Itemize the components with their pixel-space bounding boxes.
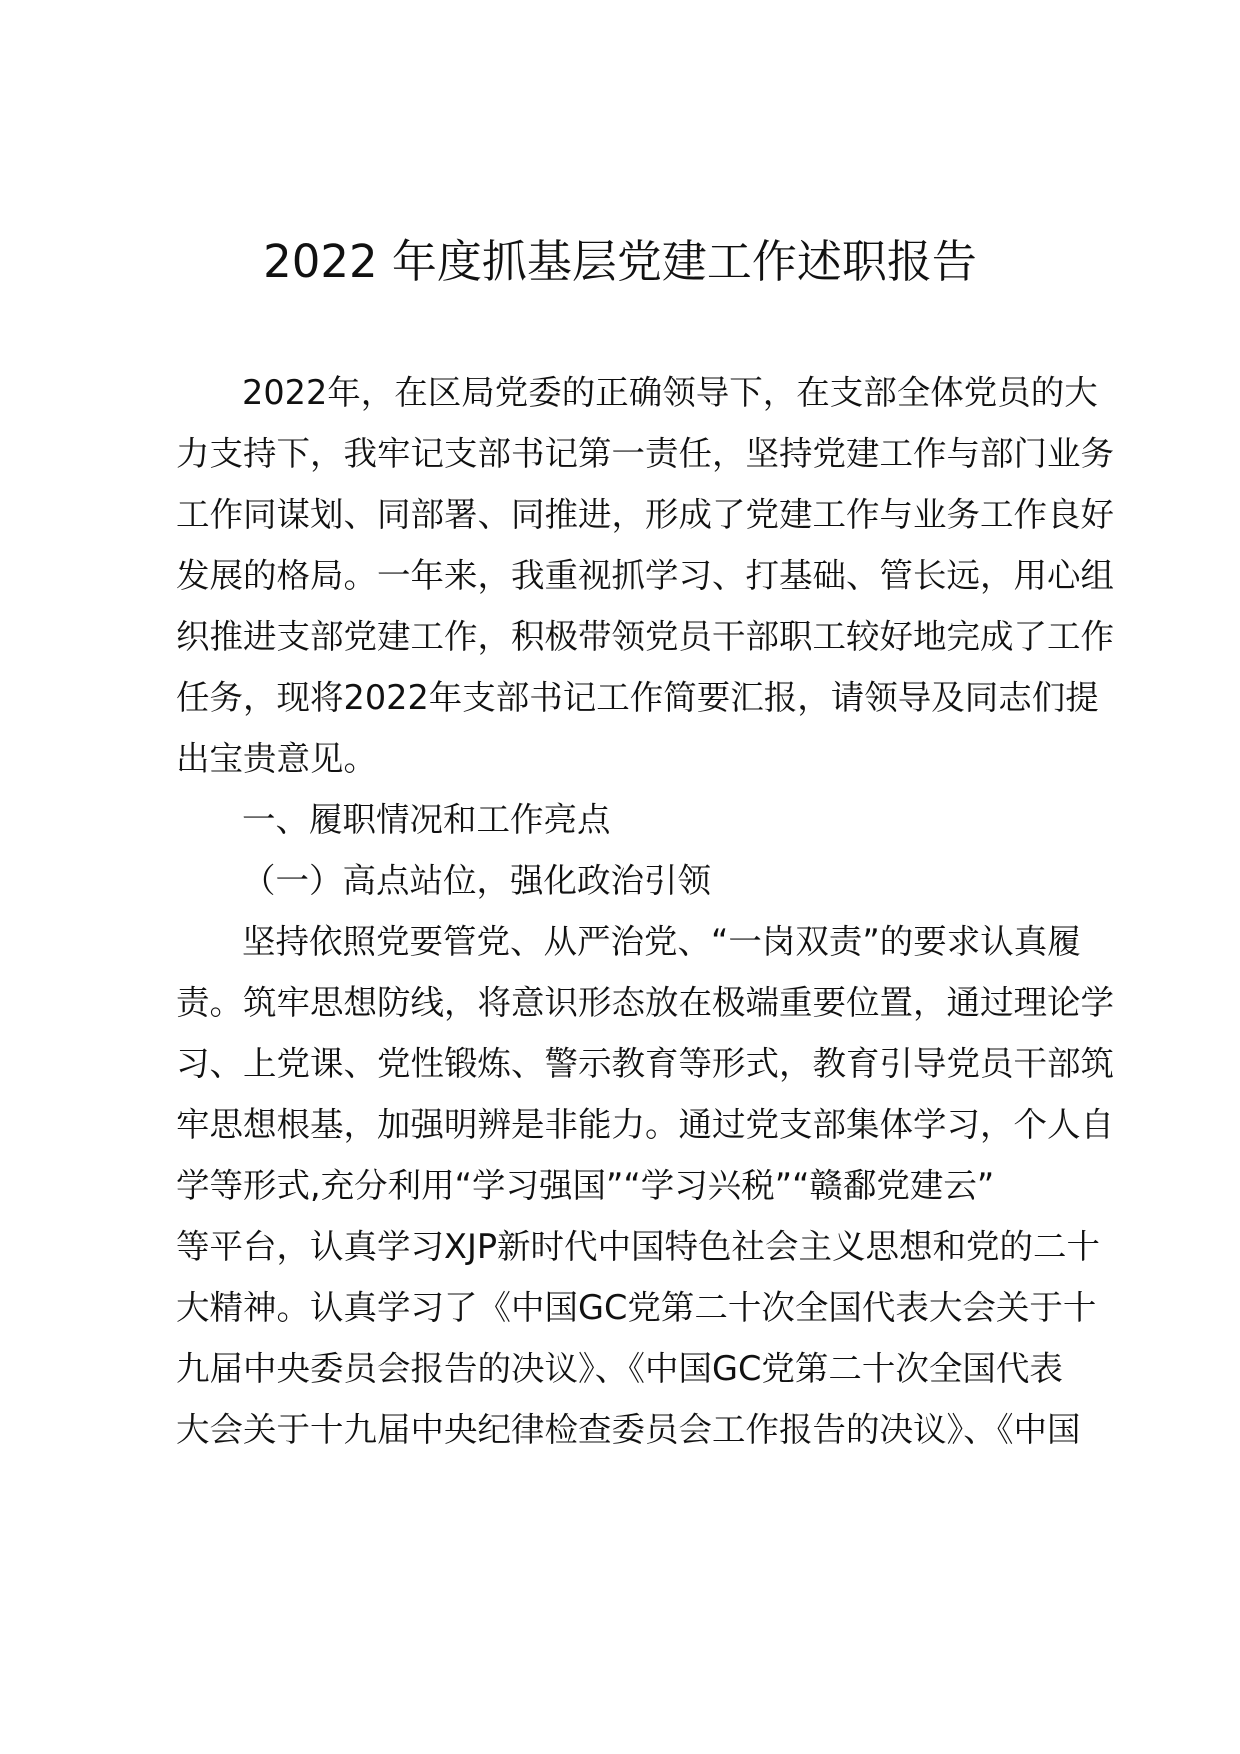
paragraph-line: 大会关于十九届中央纪律检查委员会工作报告的决议》、《中国 (176, 1410, 1081, 1449)
paragraph-line: 出宝贵意见。 (176, 739, 377, 778)
paragraph-line: 任务，现将2022年支部书记工作简要汇报，请领导及同志们提 (176, 678, 1099, 717)
paragraph-line: 力支持下，我牢记支部书记第一责任，坚持党建工作与部门业务 (176, 434, 1114, 473)
paragraph-line: 大精神。认真学习了《中国GC党第二十次全国代表大会关于十 (176, 1288, 1097, 1327)
paragraph-line: 工作同谋划、同部署、同推进，形成了党建工作与业务工作良好 (176, 495, 1114, 534)
paragraph-intro (176, 362, 1114, 789)
paragraph-line: 责。筑牢思想防线，将意识形态放在极端重要位置，通过理论学 (176, 983, 1114, 1022)
section-heading: 一、履职情况和工作亮点 (242, 800, 611, 839)
paragraph-line: 习、上党课、党性锻炼、警示教育等形式，教育引导党员干部筑 (176, 1044, 1114, 1083)
paragraph-line: 学等形式,充分利用“学习强国”“学习兴税”“赣鄱党建云” (176, 1166, 995, 1205)
document-body (176, 362, 1114, 1460)
paragraph-line: 发展的格局。一年来，我重视抓学习、打基础、管长远，用心组 (176, 556, 1114, 595)
paragraph-line: 牢思想根基，加强明辨是非能力。通过党支部集体学习，个人自 (176, 1105, 1114, 1144)
document-title: 2022 年度抓基层党建工作述职报告 (263, 235, 977, 288)
paragraph-line: 坚持依照党要管党、从严治党、“一岗双责”的要求认真履 (242, 922, 1081, 961)
subsection-heading: （一）高点站位，强化政治引领 (242, 861, 711, 900)
paragraph-line: 织推进支部党建工作，积极带领党员干部职工较好地完成了工作 (176, 617, 1114, 656)
paragraph-line: 九届中央委员会报告的决议》、《中国GC党第二十次全国代表 (176, 1349, 1063, 1388)
paragraph-line: 2022年，在区局党委的正确领导下，在支部全体党员的大 (242, 373, 1098, 412)
paragraph-political-leadership (176, 911, 1114, 1460)
paragraph-line: 等平台，认真学习XJP新时代中国特色社会主义思想和党的二十 (176, 1227, 1101, 1266)
